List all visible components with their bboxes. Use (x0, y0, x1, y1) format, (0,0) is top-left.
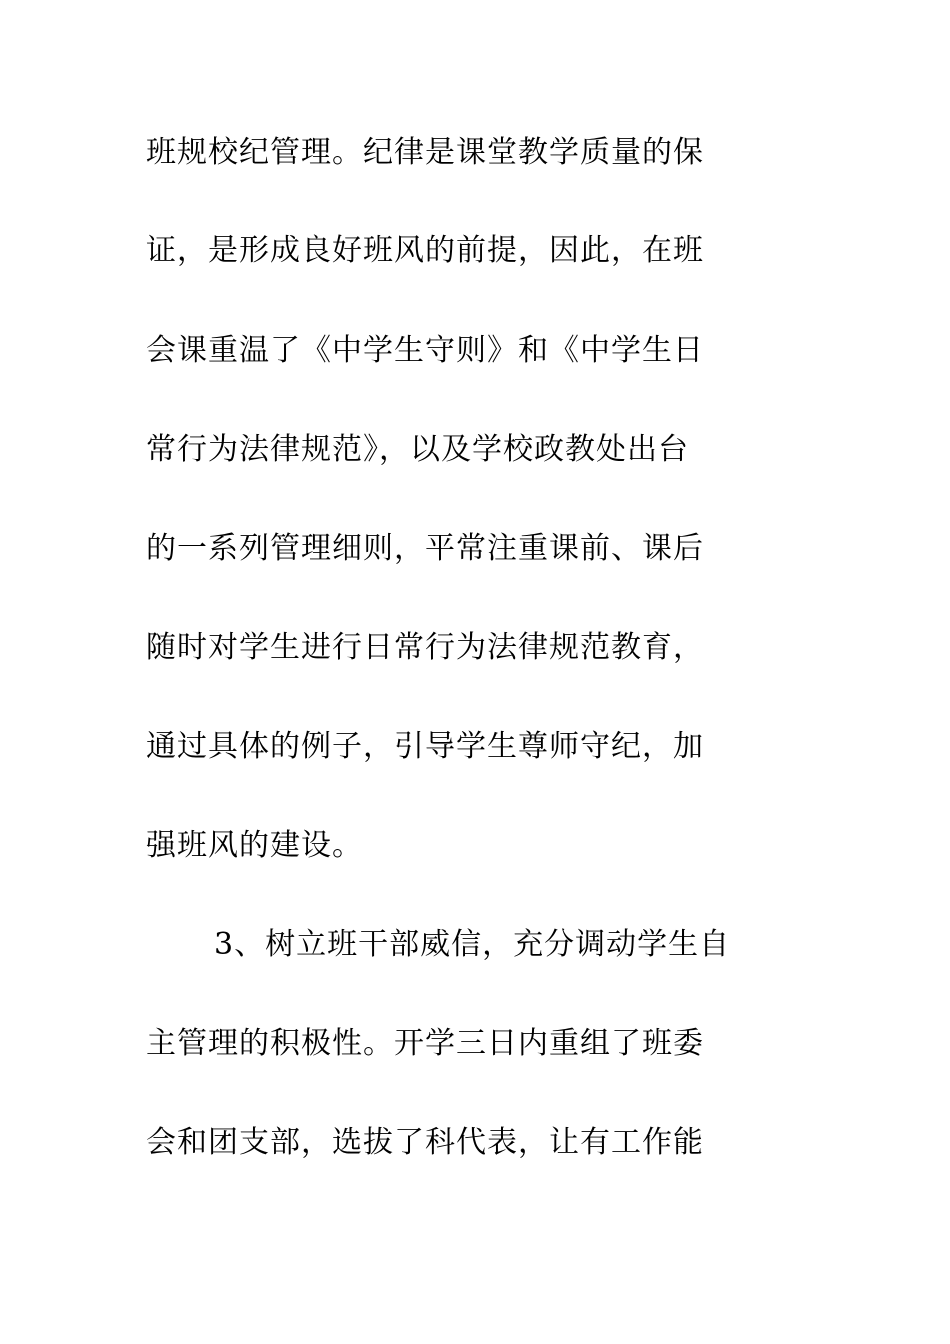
text-line: 强班风的建设。 (146, 828, 363, 863)
text-line: 常行为法律规范》，以及学校政教处出台 (146, 432, 689, 467)
text-line: 主管理的积极性。开学三日内重组了班委 (146, 1026, 704, 1061)
text-line: 通过具体的例子，引导学生尊师守纪，加 (146, 729, 704, 764)
paragraph-start-line: 3、树立班干部威信，充分调动学生自 (214, 927, 731, 962)
text-line: 随时对学生进行日常行为法律规范教育， (146, 630, 704, 665)
text-line: 会课重温了《中学生守则》和《中学生日 (146, 333, 704, 368)
text-line: 的一系列管理细则，平常注重课前、课后 (146, 531, 704, 566)
text-line: 会和团支部，选拔了科代表，让有工作能 (146, 1125, 704, 1160)
text-line: 班规校纪管理。纪律是课堂教学质量的保 (146, 135, 704, 170)
text-line: 证，是形成良好班风的前提，因此，在班 (146, 233, 704, 268)
